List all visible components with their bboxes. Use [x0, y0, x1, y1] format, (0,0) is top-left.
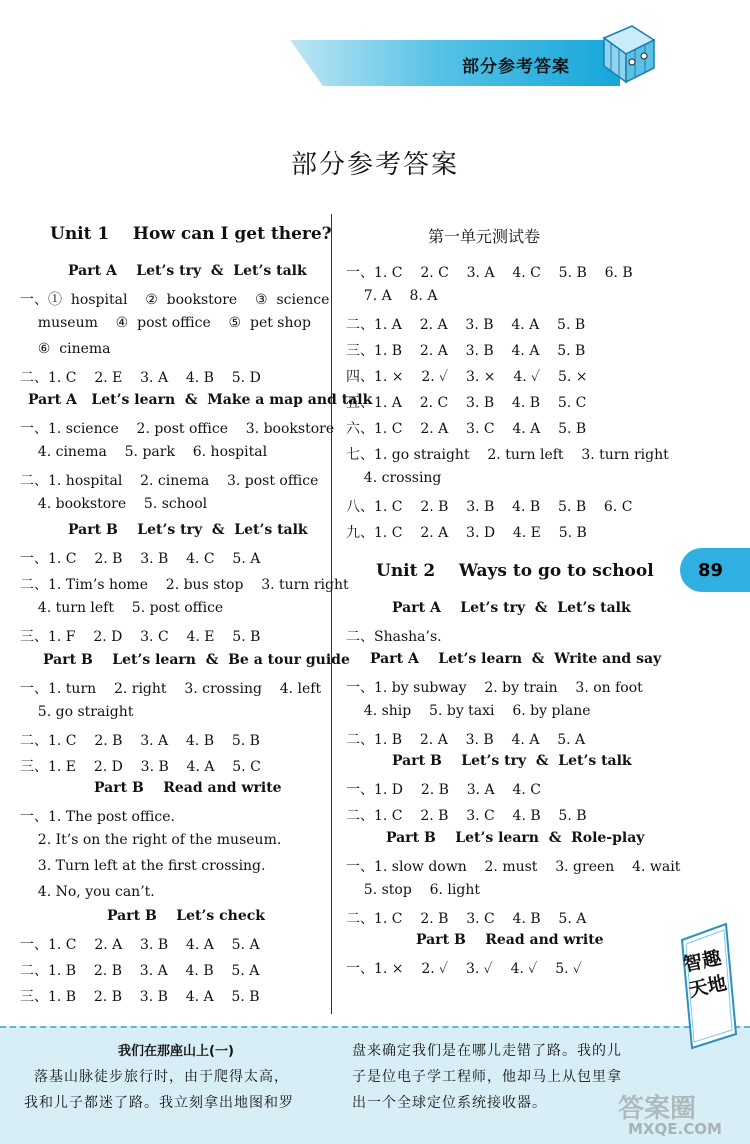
unit1-test-title: 第一单元测试卷 [428, 227, 541, 246]
test-answer-line: 二、1. A 2. A 3. B 4. A 5. B [346, 317, 586, 333]
story-line: 出一个全球定位系统接收器。 [352, 1095, 547, 1111]
answer-line: museum ④ post office ⑤ pet shop [20, 315, 311, 331]
answer-line: 一、1. × 2. ✓ 3. ✓ 4. ✓ 5. ✓ [346, 961, 583, 977]
page-number: 89 [698, 560, 724, 581]
answer-line: 二、1. B 2. B 3. A 4. B 5. A [20, 963, 260, 979]
answer-line: 一、1. C 2. B 3. B 4. C 5. A [20, 551, 261, 567]
column-divider [331, 214, 332, 1014]
answer-line: 二、1. C 2. B 3. A 4. B 5. B [20, 733, 260, 749]
section-heading: Part B Let’s try & Let’s talk [68, 522, 308, 538]
answer-line: 5. stop 6. light [346, 882, 480, 898]
test-answer-line: 7. A 8. A [346, 288, 438, 304]
section-heading: Part B Read and write [416, 932, 604, 948]
answer-line: 二、1. C 2. E 3. A 4. B 5. D [20, 370, 261, 386]
answer-line: 三、1. E 2. D 3. B 4. A 5. C [20, 759, 261, 775]
test-answer-line: 六、1. C 2. A 3. C 4. A 5. B [346, 421, 587, 437]
watermark-url: MXQE.COM [628, 1120, 722, 1138]
answer-line: 4. No, you can’t. [20, 884, 155, 900]
answer-line: 一、1. turn 2. right 3. crossing 4. left [20, 681, 322, 697]
section-heading: Part B Let’s learn & Role-play [386, 830, 645, 846]
answer-line: 一、1. C 2. A 3. B 4. A 5. A [20, 937, 260, 953]
answer-line: 三、1. F 2. D 3. C 4. E 5. B [20, 629, 261, 645]
test-answer-line: 三、1. B 2. A 3. B 4. A 5. B [346, 343, 586, 359]
section-heading: Part A Let’s learn & Make a map and talk [28, 392, 373, 408]
answer-line: 4. ship 5. by taxi 6. by plane [346, 703, 591, 719]
answer-line: 一、1. The post office. [20, 809, 175, 825]
answer-line: 二、1. C 2. B 3. C 4. B 5. B [346, 808, 587, 824]
answer-line: 4. turn left 5. post office [20, 600, 224, 616]
answer-line: 一、1. slow down 2. must 3. green 4. wait [346, 859, 681, 875]
section-heading: Part B Let’s check [107, 908, 265, 924]
answer-line: 二、1. B 2. A 3. B 4. A 5. A [346, 732, 586, 748]
answer-line: 三、1. B 2. B 3. B 4. A 5. B [20, 989, 260, 1005]
story-line: 盘来确定我们是在哪儿走错了路。我的儿 [352, 1043, 622, 1059]
answer-line: 二、Shasha’s. [346, 629, 442, 645]
answer-line: 二、1. hospital 2. cinema 3. post office [20, 473, 319, 489]
unit2-title: Unit 2 Ways to go to school [376, 561, 654, 581]
answer-line: 一、① hospital ② bookstore ③ science [20, 292, 330, 308]
test-answer-line: 四、1. × 2. ✓ 3. × 4. ✓ 5. × [346, 369, 588, 385]
test-answer-line: 4. crossing [346, 470, 442, 486]
answer-line: 4. cinema 5. park 6. hospital [20, 444, 268, 460]
answer-line: 一、1. by subway 2. by train 3. on foot [346, 680, 643, 696]
section-heading: Part B Let’s try & Let’s talk [392, 753, 632, 769]
tag-label: 智趣天地 [681, 946, 729, 1002]
answer-line: 一、1. science 2. post office 3. bookstore [20, 421, 335, 437]
section-heading: Part A Let’s learn & Write and say [370, 651, 662, 667]
cube-mascot-icon [592, 18, 662, 88]
answer-line: 2. It’s on the right of the museum. [20, 832, 282, 848]
test-answer-line: 九、1. C 2. A 3. D 4. E 5. B [346, 525, 587, 541]
test-answer-line: 五、1. A 2. C 3. B 4. B 5. C [346, 395, 587, 411]
answer-line: 二、1. Tim’s home 2. bus stop 3. turn right [20, 577, 349, 593]
answer-line: 5. go straight [20, 704, 134, 720]
section-heading: Part B Let’s learn & Be a tour guide [43, 652, 350, 668]
unit1-title: Unit 1 How can I get there? [50, 224, 332, 244]
answer-line: 二、1. C 2. B 3. C 4. B 5. A [346, 911, 587, 927]
test-answer-line: 一、1. C 2. C 3. A 4. C 5. B 6. B [346, 265, 633, 281]
story-title: 我们在那座山上(一) [118, 1044, 234, 1059]
watermark: 答案圈 [618, 1094, 697, 1124]
test-answer-line: 七、1. go straight 2. turn left 3. turn right [346, 447, 669, 463]
story-line: 我和儿子都迷了路。我立刻拿出地图和罗 [24, 1095, 294, 1111]
test-answer-line: 八、1. C 2. B 3. B 4. B 5. B 6. C [346, 499, 633, 515]
answer-line: 3. Turn left at the first crossing. [20, 858, 266, 874]
answer-line: 一、1. D 2. B 3. A 4. C [346, 782, 541, 798]
answer-line: ⑥ cinema [20, 341, 111, 357]
section-heading: Part A Let’s try & Let’s talk [392, 600, 631, 616]
section-heading: Part B Read and write [94, 780, 282, 796]
story-line: 落基山脉徒步旅行时，由于爬得太高， [34, 1069, 289, 1085]
header-banner [290, 40, 620, 86]
header-banner-title: 部分参考答案 [462, 57, 570, 77]
page-title: 部分参考答案 [290, 150, 459, 180]
story-line: 子是位电子学工程师，他却马上从包里拿 [352, 1069, 622, 1085]
section-heading: Part A Let’s try & Let’s talk [68, 263, 307, 279]
answer-line: 4. bookstore 5. school [20, 496, 208, 512]
